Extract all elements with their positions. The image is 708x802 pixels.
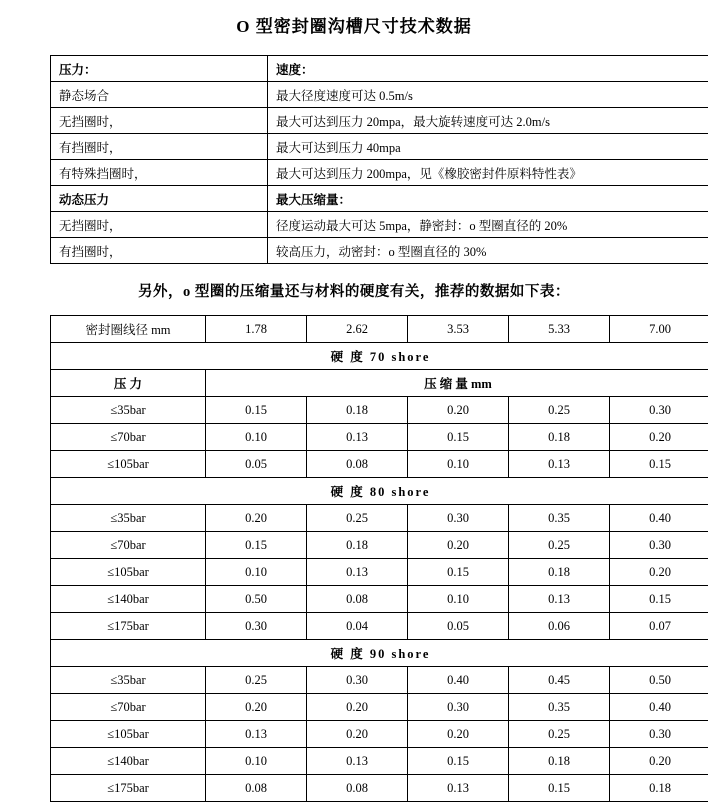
pressure-value: ≤35bar [51,397,206,424]
compression-value: 0.13 [307,424,408,451]
table-row [51,559,708,586]
compression-value: 0.13 [509,451,610,478]
hardness-label: 硬 度 90 shore [51,640,708,667]
compression-value: 0.40 [610,694,708,721]
document-page [0,12,708,798]
table-cell-label: 有特殊挡圈时， [51,160,268,186]
table-cell-label: 压力： [51,56,268,82]
table-row [51,721,708,748]
table-row [51,586,708,613]
compression-value: 0.20 [610,559,708,586]
compression-value: 0.30 [307,667,408,694]
pressure-value: ≤105bar [51,451,206,478]
compression-table [50,315,708,802]
table-cell-value: 最大压缩量： [268,186,708,212]
table-row-diameter-header [51,316,708,343]
compression-value: 0.18 [509,559,610,586]
compression-value: 0.13 [509,586,610,613]
compression-value: 0.25 [509,397,610,424]
compression-value: 0.04 [307,613,408,640]
compression-value: 0.13 [206,721,307,748]
compression-value: 0.15 [610,586,708,613]
table-row-subheader [51,370,708,397]
compression-value: 0.15 [408,748,509,775]
diameter-header-label: 密封圈线径 mm [51,316,206,343]
compression-value: 0.25 [206,667,307,694]
pressure-value: ≤140bar [51,748,206,775]
table-row [51,186,708,212]
compression-value: 0.20 [206,505,307,532]
table-row [51,532,708,559]
technical-data-table [50,55,708,264]
table-row [51,775,708,802]
table-row [51,160,708,186]
compression-value: 0.30 [408,505,509,532]
table-cell-value: 径度运动最大可达 5mpa，静密封：o 型圈直径的 20% [268,212,708,238]
compression-value: 0.15 [206,532,307,559]
diameter-header-value: 3.53 [408,316,509,343]
compression-value: 0.25 [509,532,610,559]
compression-value: 0.30 [610,397,708,424]
pressure-value: ≤175bar [51,613,206,640]
diameter-header-value: 2.62 [307,316,408,343]
pressure-value: ≤140bar [51,586,206,613]
hardness-band-row [51,343,708,370]
compression-value: 0.10 [206,424,307,451]
compression-value: 0.40 [408,667,509,694]
hardness-label: 硬 度 70 shore [51,343,708,370]
table-row [51,82,708,108]
table-cell-label: 无挡圈时， [51,108,268,134]
compression-value: 0.30 [206,613,307,640]
compression-value: 0.10 [408,451,509,478]
table-cell-value: 最大径度速度可达 0.5m/s [268,82,708,108]
pressure-value: ≤70bar [51,424,206,451]
compression-value: 0.08 [307,586,408,613]
table-row [51,613,708,640]
table-cell-value: 较高压力，动密封：o 型圈直径的 30% [268,238,708,264]
compression-value: 0.10 [408,586,509,613]
compression-value: 0.15 [408,559,509,586]
compression-value: 0.25 [509,721,610,748]
compression-value: 0.13 [307,748,408,775]
compression-value: 0.15 [509,775,610,802]
compression-table-wrap [50,315,680,802]
table-cell-label: 有挡圈时， [51,134,268,160]
table-row [51,694,708,721]
table-cell-value: 最大可达到压力 40mpa [268,134,708,160]
compression-value: 0.20 [307,694,408,721]
compression-value: 0.20 [206,694,307,721]
compression-value: 0.18 [509,424,610,451]
table-row [51,108,708,134]
compression-value: 0.13 [307,559,408,586]
hardness-label: 硬 度 80 shore [51,478,708,505]
pressure-value: ≤175bar [51,775,206,802]
compression-note: 另外，o 型圈的压缩量还与材料的硬度有关，推荐的数据如下表： [0,280,708,301]
diameter-header-value: 5.33 [509,316,610,343]
compression-value: 0.50 [206,586,307,613]
compression-value: 0.20 [610,748,708,775]
compression-value: 0.20 [408,532,509,559]
pressure-value: ≤35bar [51,667,206,694]
table-row [51,667,708,694]
compression-value: 0.18 [610,775,708,802]
compression-value: 0.15 [610,451,708,478]
diameter-header-value: 7.00 [610,316,708,343]
pressure-header-label: 压 力 [51,370,206,397]
compression-value: 0.08 [307,451,408,478]
table-cell-value: 最大可达到压力 200mpa，见《橡胶密封件原料特性表》 [268,160,708,186]
compression-value: 0.08 [206,775,307,802]
table-row [51,748,708,775]
table-row [51,397,708,424]
table-cell-label: 动态压力 [51,186,268,212]
table-row [51,56,708,82]
table-row [51,451,708,478]
compression-value: 0.07 [610,613,708,640]
hardness-band-row [51,640,708,667]
diameter-header-value: 1.78 [206,316,307,343]
compression-value: 0.35 [509,505,610,532]
table-row [51,212,708,238]
table-cell-label: 静态场合 [51,82,268,108]
compression-value: 0.20 [408,397,509,424]
compression-value: 0.10 [206,748,307,775]
compression-value: 0.35 [509,694,610,721]
table-row [51,505,708,532]
table-row [51,134,708,160]
compression-value: 0.45 [509,667,610,694]
table-row [51,238,708,264]
table-cell-value: 速度： [268,56,708,82]
compression-value: 0.20 [408,721,509,748]
compression-value: 0.05 [206,451,307,478]
compression-value: 0.18 [307,532,408,559]
compression-value: 0.06 [509,613,610,640]
pressure-value: ≤105bar [51,721,206,748]
pressure-value: ≤70bar [51,694,206,721]
compression-value: 0.15 [206,397,307,424]
table-row [51,424,708,451]
compression-value: 0.30 [610,532,708,559]
compression-value: 0.20 [307,721,408,748]
technical-data-table-body [51,56,708,264]
pressure-value: ≤105bar [51,559,206,586]
compression-header-label: 压 缩 量 mm [206,370,708,397]
compression-table-body [51,316,708,802]
compression-value: 0.30 [408,694,509,721]
compression-value: 0.10 [206,559,307,586]
compression-value: 0.25 [307,505,408,532]
compression-value: 0.30 [610,721,708,748]
compression-value: 0.40 [610,505,708,532]
table-cell-value: 最大可达到压力 20mpa，最大旋转速度可达 2.0m/s [268,108,708,134]
compression-value: 0.20 [610,424,708,451]
table-cell-label: 有挡圈时， [51,238,268,264]
compression-value: 0.08 [307,775,408,802]
technical-data-table-wrap [50,55,682,264]
compression-value: 0.15 [408,424,509,451]
compression-value: 0.13 [408,775,509,802]
hardness-band-row [51,478,708,505]
pressure-value: ≤35bar [51,505,206,532]
compression-value: 0.50 [610,667,708,694]
compression-value: 0.18 [307,397,408,424]
compression-value: 0.18 [509,748,610,775]
pressure-value: ≤70bar [51,532,206,559]
table-cell-label: 无挡圈时， [51,212,268,238]
compression-value: 0.05 [408,613,509,640]
page-title: O 型密封圈沟槽尺寸技术数据 [0,12,708,37]
